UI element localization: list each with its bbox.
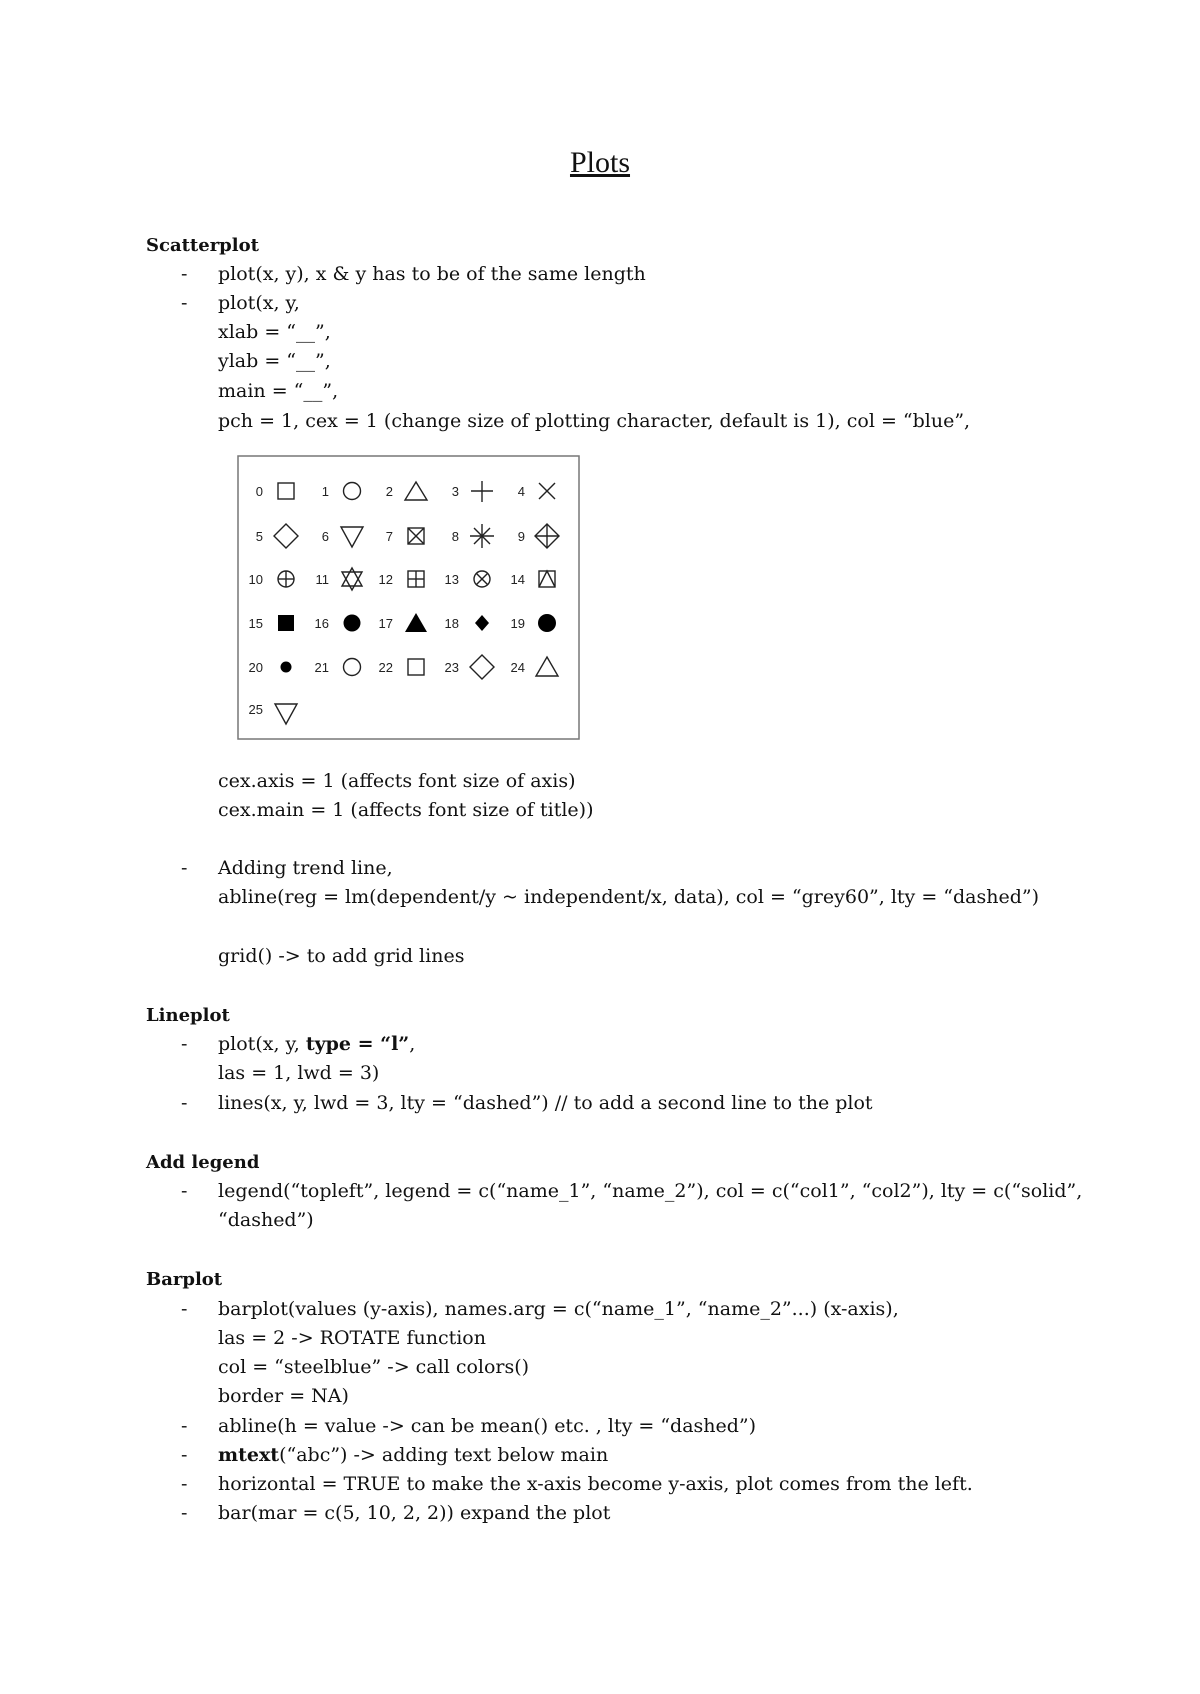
- pch-label: 13: [444, 572, 459, 587]
- lineplot-line: plot(x, y, type = “l”,: [218, 1033, 416, 1055]
- barplot-line: horizontal = TRUE to make the x-axis become y-axis, plot comes from the left.: [218, 1473, 973, 1495]
- pch-label: 2: [385, 484, 393, 499]
- pch-10-circle-plus-icon: [278, 571, 294, 587]
- scatter-line: cex.main = 1 (affects font size of title)): [218, 799, 594, 821]
- pch-label: 19: [510, 616, 525, 631]
- pch-16-filled-circle-icon: [344, 615, 361, 632]
- bullet: -: [181, 1180, 188, 1202]
- pch-label: 14: [510, 572, 525, 587]
- pch-20-small-filled-circle-icon: [281, 662, 292, 673]
- scatter-line: xlab = “__”,: [218, 321, 331, 343]
- pch-label: 23: [444, 660, 459, 675]
- legend-line: “dashed”): [218, 1209, 314, 1231]
- bullet: -: [181, 1092, 188, 1114]
- pch-label: 11: [315, 572, 329, 587]
- scatter-line: main = “__”,: [218, 380, 339, 402]
- pch-label: 20: [248, 660, 263, 675]
- pch-label: 21: [314, 660, 329, 675]
- pch-label: 5: [255, 529, 263, 544]
- bullet: -: [181, 1502, 188, 1524]
- legend-heading: Add legend: [146, 1152, 260, 1173]
- pch-label: 7: [385, 529, 393, 544]
- bullet: -: [181, 1033, 188, 1055]
- pch-label: 6: [321, 529, 329, 544]
- barplot-line: barplot(values (y-axis), names.arg = c(“name_1”, “name_2”...) (x-axis),: [218, 1298, 899, 1320]
- pch-label: 3: [451, 484, 459, 499]
- pch-label: 22: [378, 660, 393, 675]
- pch-symbols-figure: [237, 455, 581, 741]
- lineplot-line: las = 1, lwd = 3): [218, 1062, 380, 1084]
- bullet: -: [181, 1298, 188, 1320]
- pch-label: 9: [517, 529, 525, 544]
- pch-label: 25: [248, 702, 263, 717]
- pch-label: 17: [378, 616, 393, 631]
- bullet: -: [181, 292, 188, 314]
- pch-19-filled-circle-icon: [538, 614, 556, 632]
- scatter-line: abline(reg = lm(dependent/y ~ independent/x, data), col = “grey60”, lty = “dashed”): [218, 886, 1040, 908]
- bullet: -: [181, 1473, 188, 1495]
- pch-label: 8: [451, 529, 459, 544]
- pch-label: 0: [255, 484, 263, 499]
- bullet: -: [181, 1444, 188, 1466]
- pch-label: 18: [444, 616, 459, 631]
- pch-label: 1: [321, 484, 329, 499]
- pch-label: 15: [248, 616, 263, 631]
- barplot-line: mtext(“abc”) -> adding text below main: [218, 1444, 609, 1466]
- pch-label: 10: [248, 572, 263, 587]
- pch-label: 12: [378, 572, 393, 587]
- legend-line: legend(“topleft”, legend = c(“name_1”, “name_2”), col = c(“col1”, “col2”), lty = c(“solid”,: [218, 1180, 1083, 1202]
- scatter-line: cex.axis = 1 (affects font size of axis): [218, 770, 576, 792]
- barplot-line: las = 2 -> ROTATE function: [218, 1327, 486, 1349]
- pch-label: 4: [517, 484, 525, 499]
- barplot-line: border = NA): [218, 1385, 349, 1407]
- barplot-line: col = “steelblue” -> call colors(): [218, 1356, 530, 1378]
- scatter-line: Adding trend line,: [218, 857, 393, 879]
- scatter-line: plot(x, y), x & y has to be of the same length: [218, 263, 646, 285]
- pch-label: 16: [314, 616, 329, 631]
- page-title: Plots: [569, 146, 631, 179]
- scatterplot-heading: Scatterplot: [146, 235, 259, 256]
- scatter-line: grid() -> to add grid lines: [218, 945, 465, 967]
- bullet: -: [181, 1415, 188, 1437]
- barplot-line: abline(h = value -> can be mean() etc. , lty = “dashed”): [218, 1415, 757, 1437]
- barplot-line: bar(mar = c(5, 10, 2, 2)) expand the plot: [218, 1502, 611, 1524]
- scatter-line: pch = 1, cex = 1 (change size of plotting character, default is 1), col = “blue”,: [218, 410, 971, 432]
- scatter-line: ylab = “__”,: [218, 350, 331, 372]
- type-argument: type = “l”: [305, 1033, 410, 1055]
- bullet: -: [181, 263, 188, 285]
- scatter-line: plot(x, y,: [218, 292, 300, 314]
- lineplot-line: lines(x, y, lwd = 3, lty = “dashed”) // to add a second line to the plot: [218, 1092, 873, 1114]
- pch-label: 24: [510, 660, 525, 675]
- pch-15-filled-square-icon: [278, 615, 294, 631]
- bullet: -: [181, 857, 188, 879]
- lineplot-heading: Lineplot: [146, 1005, 230, 1026]
- barplot-heading: Barplot: [146, 1269, 223, 1290]
- mtext-keyword: mtext: [218, 1444, 280, 1466]
